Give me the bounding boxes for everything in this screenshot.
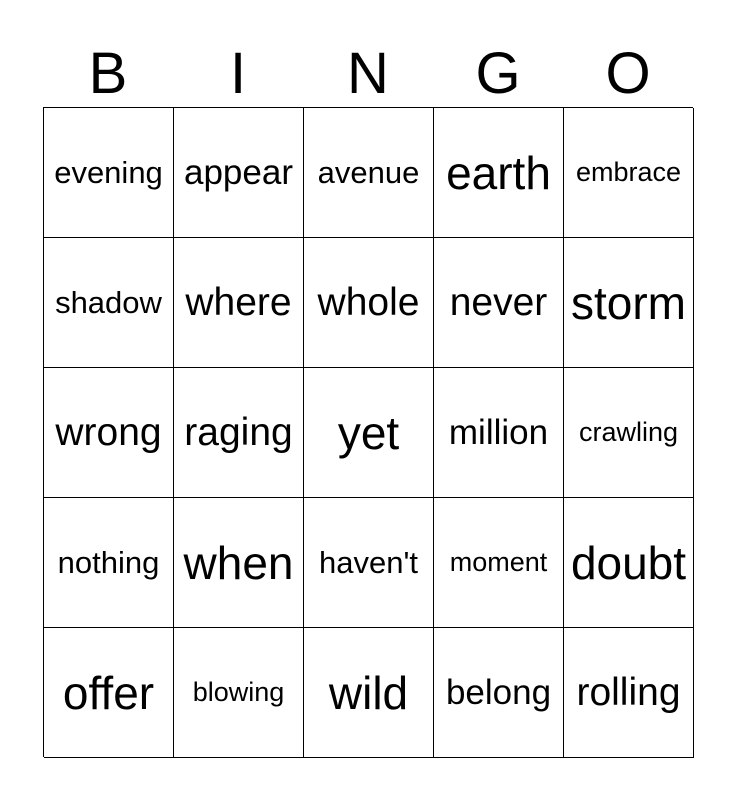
- bingo-cell[interactable]: earth: [434, 108, 564, 238]
- bingo-cell[interactable]: crawling: [564, 368, 694, 498]
- bingo-cell[interactable]: where: [174, 238, 304, 368]
- bingo-cell[interactable]: nothing: [44, 498, 174, 628]
- bingo-cell[interactable]: evening: [44, 108, 174, 238]
- bingo-cell[interactable]: doubt: [564, 498, 694, 628]
- bingo-cell[interactable]: rolling: [564, 628, 694, 758]
- bingo-card: [43, 107, 693, 757]
- header-letter-b: B: [88, 41, 128, 106]
- bingo-cell[interactable]: blowing: [174, 628, 304, 758]
- header-letter-n: N: [347, 41, 389, 106]
- bingo-cell[interactable]: yet: [304, 368, 434, 498]
- bingo-cell[interactable]: whole: [304, 238, 434, 368]
- bingo-cell[interactable]: never: [434, 238, 564, 368]
- bingo-cell[interactable]: raging: [174, 368, 304, 498]
- bingo-cell[interactable]: moment: [434, 498, 564, 628]
- header-letter-g: G: [475, 41, 521, 106]
- bingo-header: [43, 40, 693, 108]
- bingo-cell[interactable]: appear: [174, 108, 304, 238]
- bingo-cell[interactable]: offer: [44, 628, 174, 758]
- bingo-cell[interactable]: wild: [304, 628, 434, 758]
- bingo-cell[interactable]: belong: [434, 628, 564, 758]
- bingo-cell[interactable]: haven't: [304, 498, 434, 628]
- header-letter-o: O: [605, 41, 651, 106]
- bingo-cell[interactable]: storm: [564, 238, 694, 368]
- bingo-cell[interactable]: wrong: [44, 368, 174, 498]
- header-letter-i: I: [229, 41, 247, 106]
- bingo-cell[interactable]: avenue: [304, 108, 434, 238]
- bingo-cell[interactable]: when: [174, 498, 304, 628]
- bingo-cell[interactable]: million: [434, 368, 564, 498]
- bingo-cell[interactable]: shadow: [44, 238, 174, 368]
- bingo-cell[interactable]: embrace: [564, 108, 694, 238]
